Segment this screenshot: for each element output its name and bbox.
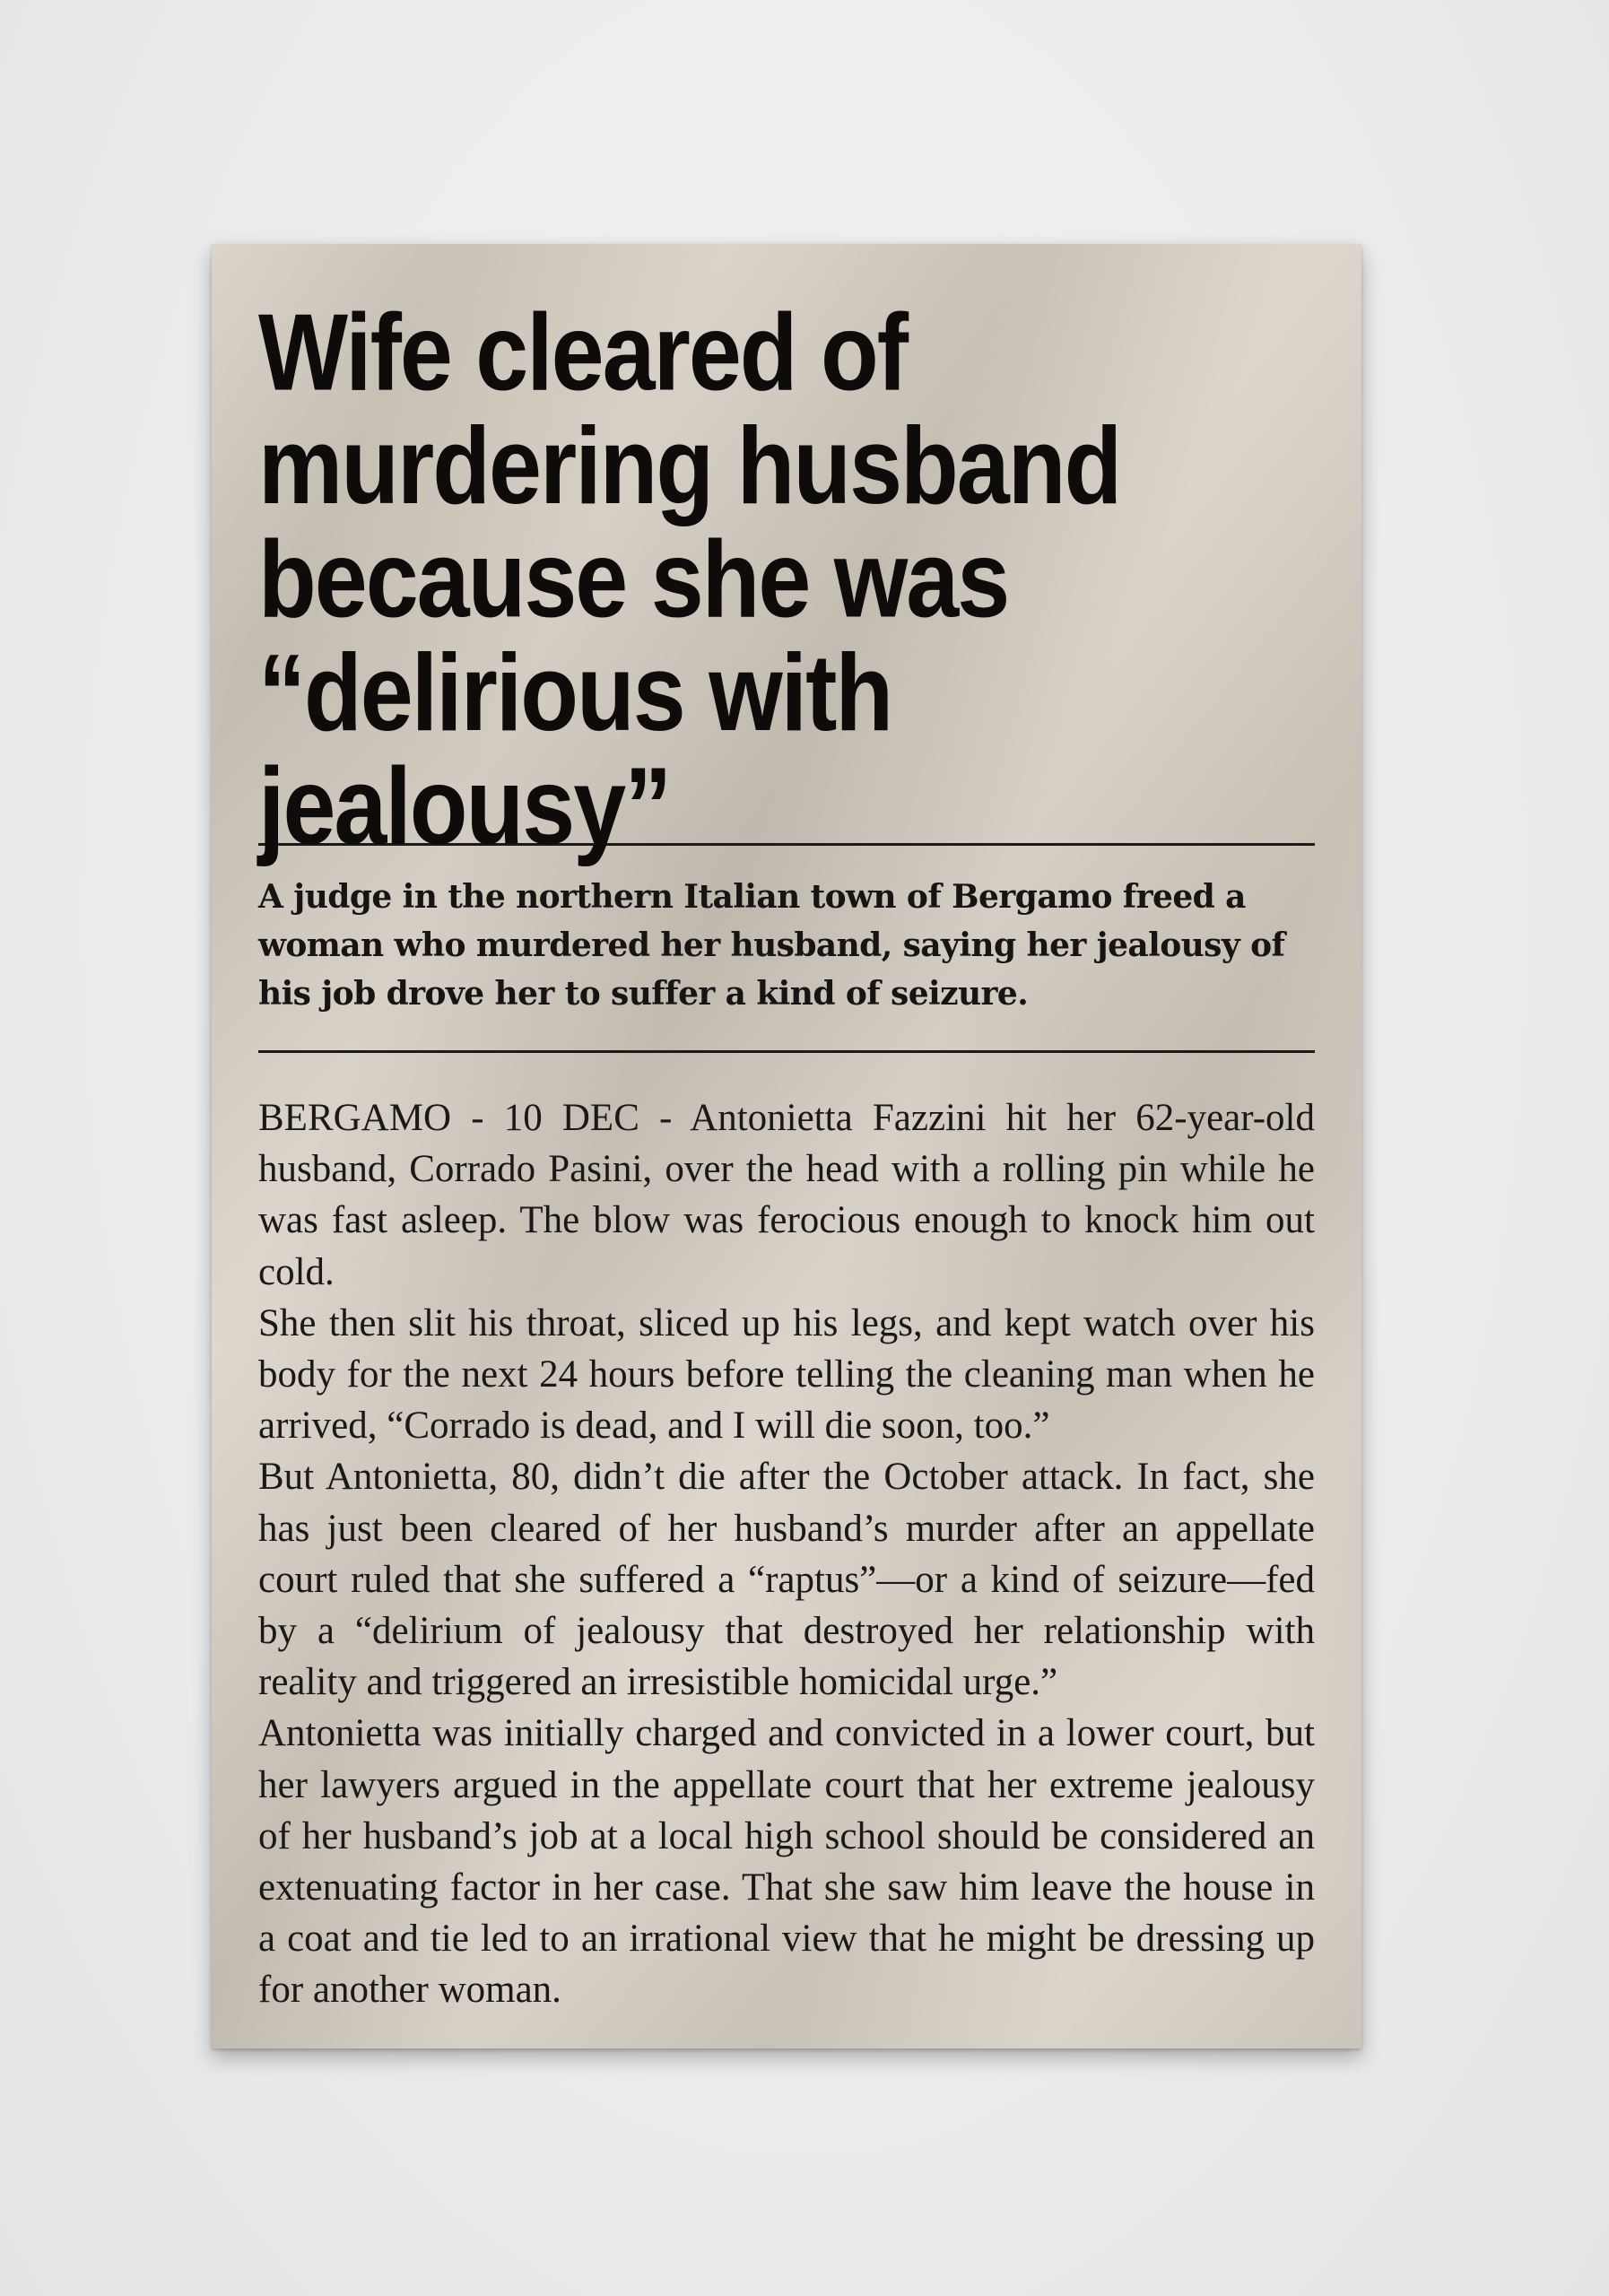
- body-paragraph: BERGAMO - 10 DEC - Antonietta Fazzini hit her 62-year-old husband, Corrado Pasini, over the head with a rolling pin while he was fast asleep. The blow was ferocious enough to knock him out cold.: [258, 1097, 1315, 1293]
- headline: Wife cleared of murdering husband because she was “delirious with jealousy”: [258, 291, 1121, 868]
- deck-divider: [258, 1050, 1315, 1053]
- body-paragraph: But Antonietta, 80, didn’t die after the October attack. In fact, she has just been cleared of her husband’s murder after an appellate court ruled that she suffered a “raptus”—or a kind of seizure—fed by a “delirium of jealousy that destroyed her relationship with reality and triggered an irresistible homicidal urge.”: [258, 1456, 1315, 1704]
- newspaper-clipping: [212, 244, 1361, 2048]
- article-deck: A judge in the northern Italian town of Bergamo freed a woman who murdered her husband, saying her jealousy of his job drove her to suffer a kind of seizure.: [258, 878, 1285, 1013]
- body-paragraph: She then slit his throat, sliced up his legs, and kept watch over his body for the next 24 hours before telling the cleaning man when he arrived, “Corrado is dead, and I will die soon, too.”: [258, 1301, 1315, 1448]
- article-body: [258, 1092, 1315, 2016]
- body-paragraph: Antonietta was initially charged and convicted in a lower court, but her lawyers argued in the appellate court that her extreme jealousy of her husband’s job at a local high school should be considered an extenuating factor in her case. That she saw him leave the house in a coat and tie led to an irrational view that he might be dressing up for another woman.: [258, 1712, 1315, 2012]
